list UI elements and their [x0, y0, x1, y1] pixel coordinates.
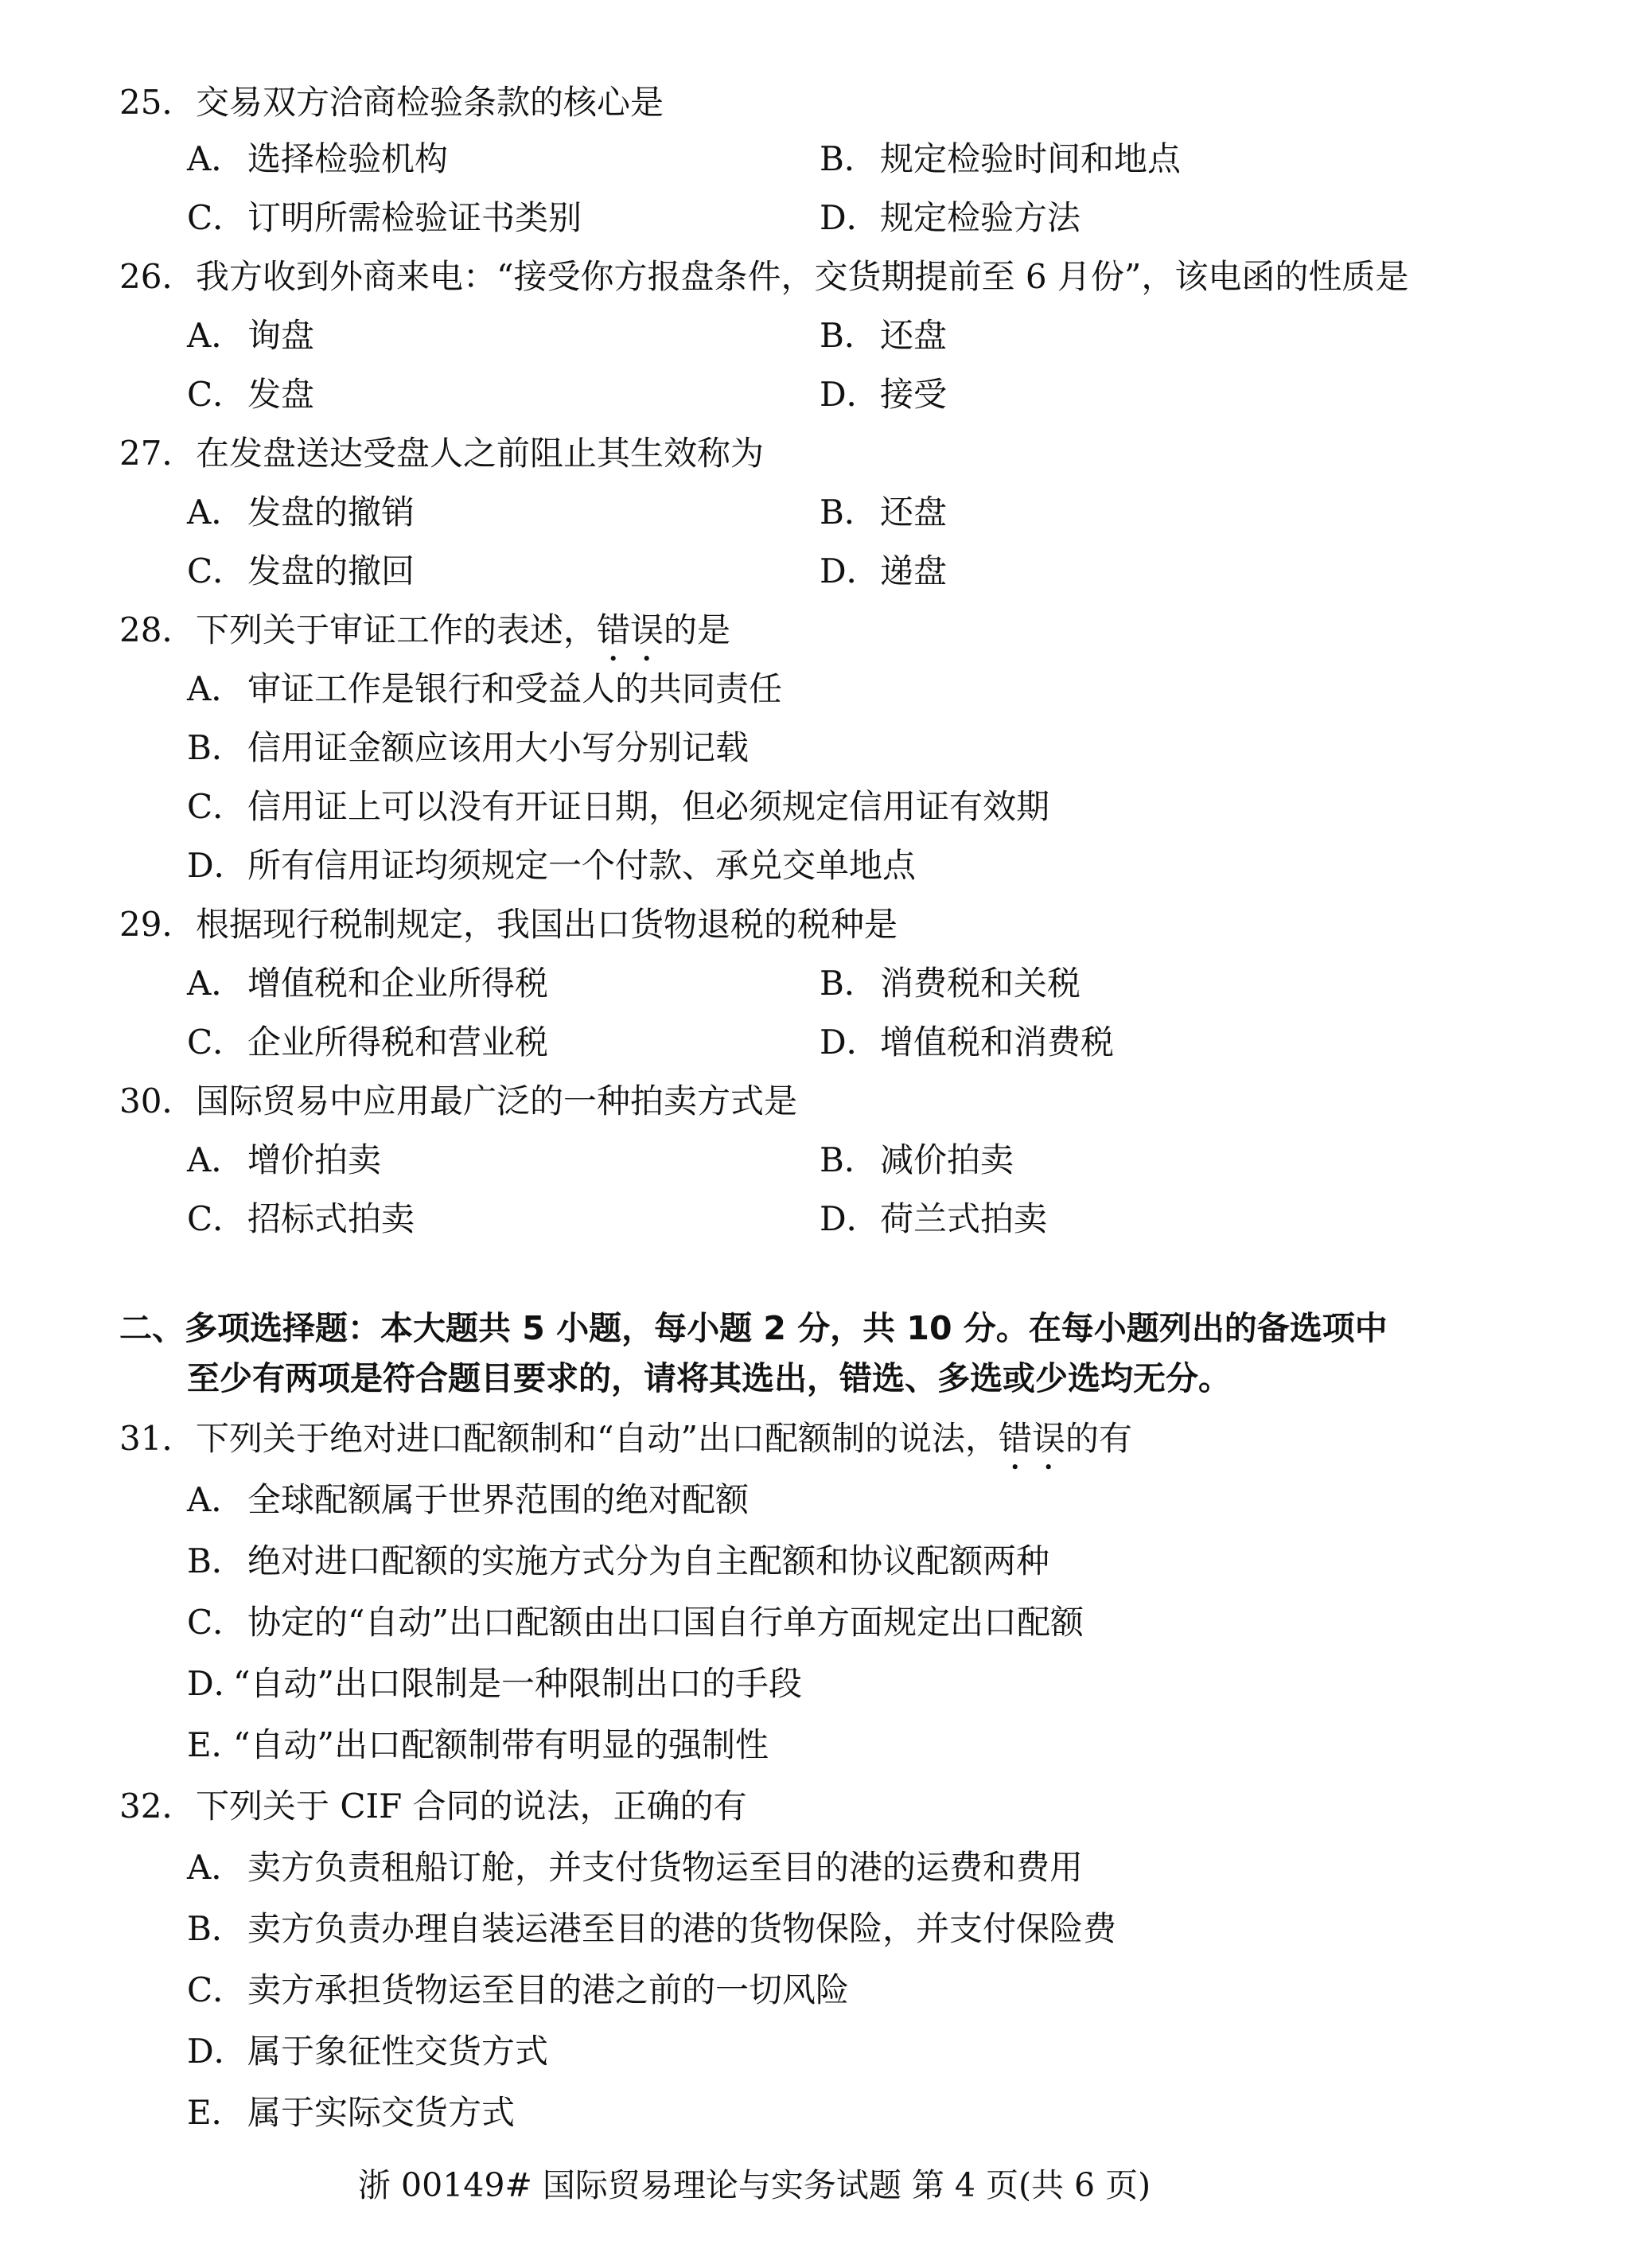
q32-option-b	[187, 1906, 1116, 1952]
question-number: 25．	[119, 83, 196, 122]
q32-option-d	[187, 2028, 548, 2075]
option-text: 询盘	[247, 316, 315, 355]
q28-option-a	[187, 666, 782, 712]
option-text: 信用证上可以没有开证日期，但必须规定信用证有效期	[247, 787, 1050, 826]
q26-option-d	[820, 372, 947, 418]
question-number: 27．	[119, 434, 196, 473]
question-number: 30．	[119, 1081, 196, 1120]
q30-option-d	[820, 1196, 1047, 1242]
q29-option-a	[187, 961, 548, 1007]
question-25	[119, 80, 664, 126]
option-text: 增值税和企业所得税	[247, 964, 549, 1003]
q30-option-b	[820, 1137, 1014, 1183]
q31-option-e	[187, 1722, 769, 1768]
question-stem-pre: 下列关于绝对进口配额制和“自动”出口配额制的说法，	[196, 1419, 999, 1458]
option-letter: B．	[820, 139, 878, 178]
option-letter: C．	[187, 1199, 247, 1238]
option-letter: A．	[187, 1140, 245, 1179]
option-letter: C．	[187, 198, 247, 237]
question-30	[119, 1078, 797, 1124]
option-letter: B．	[187, 728, 245, 767]
q28-option-b	[187, 725, 749, 771]
q31-option-b	[187, 1538, 1049, 1584]
question-stem: 我方收到外商来电：“接受你方报盘条件，交货期提前至 6 月份”，该电函的性质是	[196, 257, 1409, 296]
option-text: 荷兰式拍卖	[880, 1199, 1048, 1238]
option-text: 属于实际交货方式	[247, 2093, 516, 2132]
q29-option-c	[187, 1019, 548, 1066]
question-28	[119, 607, 730, 668]
option-letter: B．	[820, 316, 878, 355]
option-letter: D．	[820, 375, 880, 414]
option-text: 协定的“自动”出口配额由出口国自行单方面规定出口配额	[247, 1603, 1084, 1642]
question-stem: 下列关于 CIF 合同的说法，正确的有	[196, 1787, 747, 1826]
emphasis-text: 错误	[597, 610, 664, 649]
option-text: 信用证金额应该用大小写分别记载	[247, 728, 750, 767]
question-number: 26．	[119, 257, 196, 296]
option-text: 增价拍卖	[247, 1140, 382, 1179]
q26-option-c	[187, 372, 314, 418]
option-letter: C．	[187, 375, 247, 414]
q29-option-b	[820, 961, 1081, 1007]
option-letter: A．	[187, 1848, 245, 1887]
q28-option-d	[187, 843, 916, 889]
option-text: 递盘	[880, 551, 948, 590]
option-text: 卖方承担货物运至目的港之前的一切风险	[247, 1970, 850, 2009]
option-text: 发盘的撤销	[247, 493, 415, 532]
option-text: 卖方负责租船订舱，并支付货物运至目的港的运费和费用	[247, 1848, 1084, 1887]
option-text: 属于象征性交货方式	[247, 2032, 549, 2071]
q32-option-a	[187, 1845, 1083, 1891]
option-letter: B．	[820, 493, 878, 532]
option-letter: A．	[187, 316, 245, 355]
option-text: 增值税和消费税	[880, 1023, 1115, 1062]
option-letter: D．	[820, 1199, 880, 1238]
option-letter: D．	[820, 198, 880, 237]
option-letter: B．	[187, 1541, 245, 1580]
option-text: 减价拍卖	[880, 1140, 1014, 1179]
page-footer: 浙 00149# 国际贸易理论与实务试题 第 4 页(共 6 页)	[358, 2166, 1151, 2204]
q25-option-b	[820, 136, 1181, 182]
option-text: 全球配额属于世界范围的绝对配额	[247, 1480, 750, 1519]
question-stem-post: 的是	[664, 610, 731, 649]
option-letter: D．	[187, 846, 247, 885]
option-letter: C．	[187, 787, 247, 826]
question-stem: 国际贸易中应用最广泛的一种拍卖方式是	[196, 1081, 798, 1120]
option-text: 还盘	[880, 316, 948, 355]
question-number: 28．	[119, 610, 196, 649]
option-text: 发盘	[247, 375, 315, 414]
option-letter: E．	[187, 2093, 245, 2132]
option-letter: D．	[820, 1023, 880, 1062]
q27-option-c	[187, 548, 415, 594]
q28-option-c	[187, 784, 1049, 830]
q26-option-b	[820, 313, 947, 359]
option-text: 订明所需检验证书类别	[247, 198, 582, 237]
option-text: 卖方负责办理自装运港至目的港的货物保险，并支付保险费	[247, 1909, 1117, 1948]
option-letter: D．	[820, 551, 880, 590]
q31-option-c	[187, 1600, 1084, 1646]
q25-option-d	[820, 195, 1081, 241]
question-stem: 在发盘送达受盘人之前阻止其生效称为	[196, 434, 765, 473]
question-27	[119, 431, 764, 477]
emphasis-text: 错误	[998, 1419, 1065, 1458]
q30-option-c	[187, 1196, 415, 1242]
option-text: “自动”出口限制是一种限制出口的手段	[233, 1664, 802, 1703]
option-letter: C．	[187, 1603, 247, 1642]
option-letter: A．	[187, 139, 245, 178]
option-letter: B．	[820, 1140, 878, 1179]
q31-option-a	[187, 1477, 749, 1523]
option-letter: A．	[187, 669, 245, 708]
option-text: 规定检验方法	[880, 198, 1081, 237]
q25-option-c	[187, 195, 582, 241]
option-letter: D．	[187, 2032, 247, 2071]
section-heading-line-2: 至少有两项是符合题目要求的，请将其选出，错选、多选或少选均无分。	[187, 1359, 1231, 1397]
option-letter: C．	[187, 551, 247, 590]
option-text: 绝对进口配额的实施方式分为自主配额和协议配额两种	[247, 1541, 1050, 1580]
option-letter: A．	[187, 964, 245, 1003]
q27-option-a	[187, 489, 415, 536]
option-letter: B．	[187, 1909, 245, 1948]
question-32	[119, 1783, 747, 1830]
section-heading-line-1: 二、多项选择题：本大题共 5 小题，每小题 2 分，共 10 分。在每小题列出的备选项中	[119, 1309, 1388, 1347]
q31-option-d	[187, 1661, 802, 1707]
q32-option-c	[187, 1967, 849, 2013]
option-letter: D．	[187, 1664, 247, 1703]
option-text: “自动”出口配额制带有明显的强制性	[233, 1725, 769, 1764]
q26-option-a	[187, 313, 314, 359]
option-letter: C．	[187, 1970, 247, 2009]
option-letter: A．	[187, 493, 245, 532]
option-text: 所有信用证均须规定一个付款、承兑交单地点	[247, 846, 917, 885]
question-26	[119, 254, 1408, 300]
option-text: 选择检验机构	[247, 139, 449, 178]
question-number: 31．	[119, 1419, 196, 1458]
q30-option-a	[187, 1137, 381, 1183]
question-stem-post: 的有	[1065, 1419, 1132, 1458]
q32-option-e	[187, 2090, 515, 2136]
q27-option-d	[820, 548, 947, 594]
question-stem: 交易双方洽商检验条款的核心是	[196, 83, 664, 122]
option-letter: C．	[187, 1023, 247, 1062]
option-text: 消费税和关税	[880, 964, 1081, 1003]
q29-option-d	[820, 1019, 1114, 1066]
question-29	[119, 902, 898, 948]
option-text: 审证工作是银行和受益人的共同责任	[247, 669, 783, 708]
option-text: 发盘的撤回	[247, 551, 415, 590]
option-text: 接受	[880, 375, 948, 414]
option-text: 企业所得税和营业税	[247, 1023, 549, 1062]
question-number: 32．	[119, 1787, 196, 1826]
question-number: 29．	[119, 905, 196, 944]
question-31	[119, 1416, 1132, 1477]
question-stem-pre: 下列关于审证工作的表述，	[196, 610, 598, 649]
option-letter: A．	[187, 1480, 245, 1519]
option-text: 招标式拍卖	[247, 1199, 415, 1238]
option-text: 规定检验时间和地点	[880, 139, 1182, 178]
option-letter: B．	[820, 964, 878, 1003]
option-letter: E．	[187, 1725, 245, 1764]
q27-option-b	[820, 489, 947, 536]
option-text: 还盘	[880, 493, 948, 532]
question-stem: 根据现行税制规定，我国出口货物退税的税种是	[196, 905, 898, 944]
q25-option-a	[187, 136, 448, 182]
